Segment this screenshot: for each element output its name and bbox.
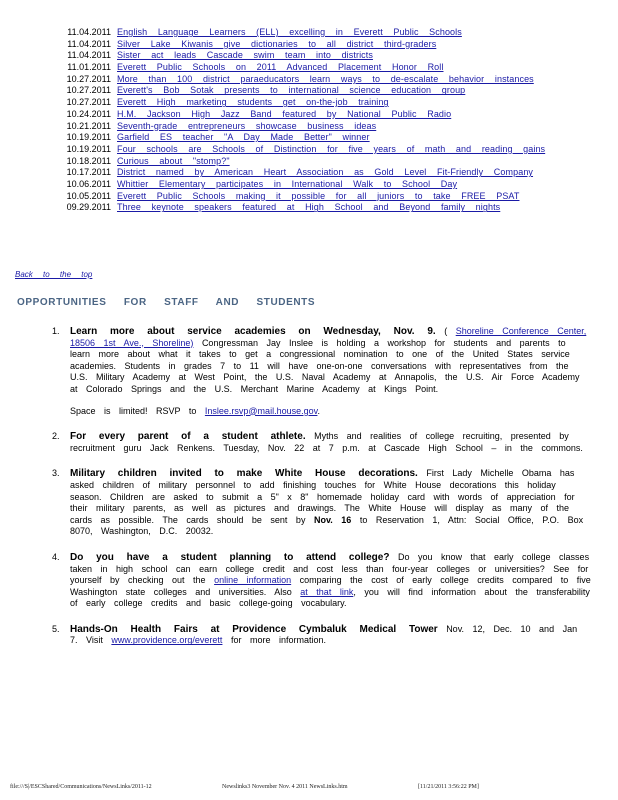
item-number: 5. bbox=[52, 623, 60, 634]
item-text: ( bbox=[444, 326, 448, 336]
item-number: 2. bbox=[52, 431, 60, 442]
online-information-link[interactable]: online information bbox=[214, 575, 292, 586]
news-row bbox=[0, 202, 618, 214]
item-text: , you will find information about the transferability of early college credits and basic college-going vocabulary. bbox=[70, 586, 590, 609]
deadline-date: Nov. 16 bbox=[313, 514, 352, 525]
news-date: 10.27.2011 bbox=[66, 73, 111, 84]
news-link[interactable]: Sister act leads Cascade swim team into districts bbox=[117, 50, 373, 61]
news-link[interactable]: Garfield ES teacher "A Day Made Better" winner bbox=[117, 132, 370, 143]
news-link[interactable]: Everett High marketing students get on-the-job training bbox=[117, 97, 389, 108]
news-row bbox=[0, 109, 618, 121]
news-link[interactable]: Seventh-grade entrepreneurs showcase business ideas bbox=[117, 120, 377, 131]
footer-date: [11/21/2011 3:56:22 PM] bbox=[418, 784, 479, 790]
news-link[interactable]: Three keynote speakers featured at High School and Beyond family nights bbox=[117, 202, 501, 213]
news-link[interactable]: Curious about "stomp?" bbox=[117, 155, 230, 166]
news-link[interactable]: Four schools are Schools of Distinction for five years of math and reading gains bbox=[117, 143, 546, 154]
news-row bbox=[0, 179, 618, 191]
rsvp-email-link[interactable]: Inslee.rsvp@mail.house.gov bbox=[204, 405, 318, 416]
news-row bbox=[0, 191, 618, 203]
news-date: 10.19.2011 bbox=[66, 132, 111, 143]
news-link[interactable]: Silver Lake Kiwanis give dictionaries to all district third-graders bbox=[117, 38, 437, 49]
footer-path: file:///S|/ESCShared/Communications/NewsLinks/2011-12 bbox=[10, 784, 152, 790]
back-to-top-link[interactable]: Back to the top bbox=[15, 270, 93, 279]
news-link[interactable]: More than 100 district paraeducators learn ways to de-escalate behavior instances bbox=[117, 73, 534, 84]
news-link[interactable]: H.M. Jackson High Jazz Band featured by National Public Radio bbox=[117, 108, 452, 119]
item-title: For every parent of a student athlete. bbox=[70, 431, 306, 443]
item-text: First Lady Michelle Obama has asked children of military personnel to add finishing touches for White House decorations this holiday season. Children are asked to submit a 5" x 8" homemade holiday card with words of appreciation for their military parents, as well as pictures and drawings. The White House will display as many of the cards as possible. The cards should be sent by bbox=[70, 468, 575, 525]
news-row bbox=[0, 132, 618, 144]
item-text: for more information. bbox=[230, 635, 326, 646]
news-row bbox=[0, 27, 618, 39]
item-text: to Reservation 1, Attn: Social Office, P.O. Box 8070, Washington, D.C. 20032. bbox=[70, 514, 584, 537]
news-row bbox=[0, 39, 618, 51]
news-link[interactable]: English Language Learners (ELL) excelling in Everett Public Schools bbox=[117, 27, 462, 37]
news-row bbox=[0, 156, 618, 168]
section-heading: OPPORTUNITIES FOR STAFF AND STUDENTS bbox=[17, 297, 316, 308]
news-link[interactable]: Whittier Elementary participates in International Walk to School Day bbox=[117, 178, 458, 189]
news-row bbox=[0, 167, 618, 179]
list-item bbox=[52, 552, 592, 610]
news-row bbox=[0, 121, 618, 133]
news-list bbox=[0, 27, 618, 214]
news-date: 11.04.2011 bbox=[67, 38, 111, 49]
news-date: 10.27.2011 bbox=[66, 97, 111, 108]
list-item bbox=[52, 468, 592, 538]
news-date: 11.01.2011 bbox=[67, 62, 111, 73]
item-number: 1. bbox=[52, 326, 60, 336]
news-date: 09.29.2011 bbox=[66, 202, 111, 213]
news-date: 10.18.2011 bbox=[66, 155, 111, 166]
item-text: Congressman Jay Inslee is holding a workshop for students and parents to learn more about what it takes to get a congressional nomination to one of the United States service academies. Students in grades 7 to 11 will have one-on-one conversations with representatives from the U.S. Military Academy at West Point, the U.S. Naval Academy at Annapolis, the U.S. Air Force Academy at Colorado Springs and the U.S. Merchant Marine Academy at Kings Point. bbox=[70, 337, 580, 394]
list-item bbox=[52, 624, 592, 647]
providence-link[interactable]: www.providence.org/everett bbox=[111, 635, 223, 646]
news-row bbox=[0, 74, 618, 86]
news-date: 10.17.2011 bbox=[66, 167, 111, 178]
item-text: Space is limited! RSVP to bbox=[70, 405, 197, 416]
news-date: 10.05.2011 bbox=[66, 190, 111, 201]
item-number: 3. bbox=[52, 468, 60, 479]
news-row bbox=[0, 144, 618, 156]
item-text: Nov. 12, Dec. 10 and Jan 7. Visit bbox=[70, 623, 578, 646]
news-row bbox=[0, 62, 618, 74]
news-date: 10.21.2011 bbox=[66, 120, 111, 131]
news-row bbox=[0, 97, 618, 109]
list-item bbox=[52, 326, 592, 417]
item-title: Learn more about service academies on Wednesday, Nov. 9. bbox=[70, 326, 436, 337]
news-row bbox=[0, 85, 618, 97]
item-text: Do you know that early college classes taken in high school can earn college credit and cost less than four-year colleges or universities? See for yourself by checking out the bbox=[70, 551, 590, 586]
news-date: 11.04.2011 bbox=[67, 27, 111, 37]
item-title: Hands-On Health Fairs at Providence Cymbaluk Medical Tower bbox=[70, 623, 438, 635]
news-link[interactable]: Everett Public Schools on 2011 Advanced Placement Honor Roll bbox=[117, 62, 444, 73]
news-date: 10.24.2011 bbox=[66, 108, 111, 119]
item-number: 4. bbox=[52, 551, 60, 562]
item-title: Do you have a student planning to attend college? bbox=[70, 551, 390, 563]
footer-title: Newslinks3 November Nov. 4 2011 NewsLinks.htm bbox=[222, 784, 348, 790]
at-that-link[interactable]: at that link bbox=[300, 586, 354, 597]
news-link[interactable]: Everett Public Schools making it possible for all juniors to take FREE PSAT bbox=[117, 190, 520, 201]
item-text: comparing the cost of early college credits compared to five Washington state colleges and universities. Also bbox=[70, 575, 591, 597]
news-row bbox=[0, 50, 618, 62]
news-link[interactable]: District named by American Heart Association as Gold Level Fit-Friendly Company bbox=[117, 167, 534, 178]
item-text: Myths and realities of college recruiting, presented by recruitment guru Jack Renkens. Tuesday, Nov. 22 at 7 p.m. at Cascade High School – in the commons. bbox=[70, 431, 583, 453]
list-item bbox=[52, 431, 592, 454]
item-title: Military children invited to make White House decorations. bbox=[70, 468, 418, 480]
news-date: 10.06.2011 bbox=[66, 178, 111, 189]
shoreline-conference-link[interactable]: Shoreline Conference Center, 18506 1st Ave., Shoreline) bbox=[70, 326, 587, 348]
news-date: 10.19.2011 bbox=[66, 143, 111, 154]
news-link[interactable]: Everett's Bob Sotak presents to international science education group bbox=[117, 85, 466, 96]
news-date: 10.27.2011 bbox=[66, 85, 111, 96]
opportunities-list bbox=[52, 326, 592, 661]
item-text: . bbox=[317, 405, 320, 416]
news-date: 11.04.2011 bbox=[67, 50, 111, 61]
